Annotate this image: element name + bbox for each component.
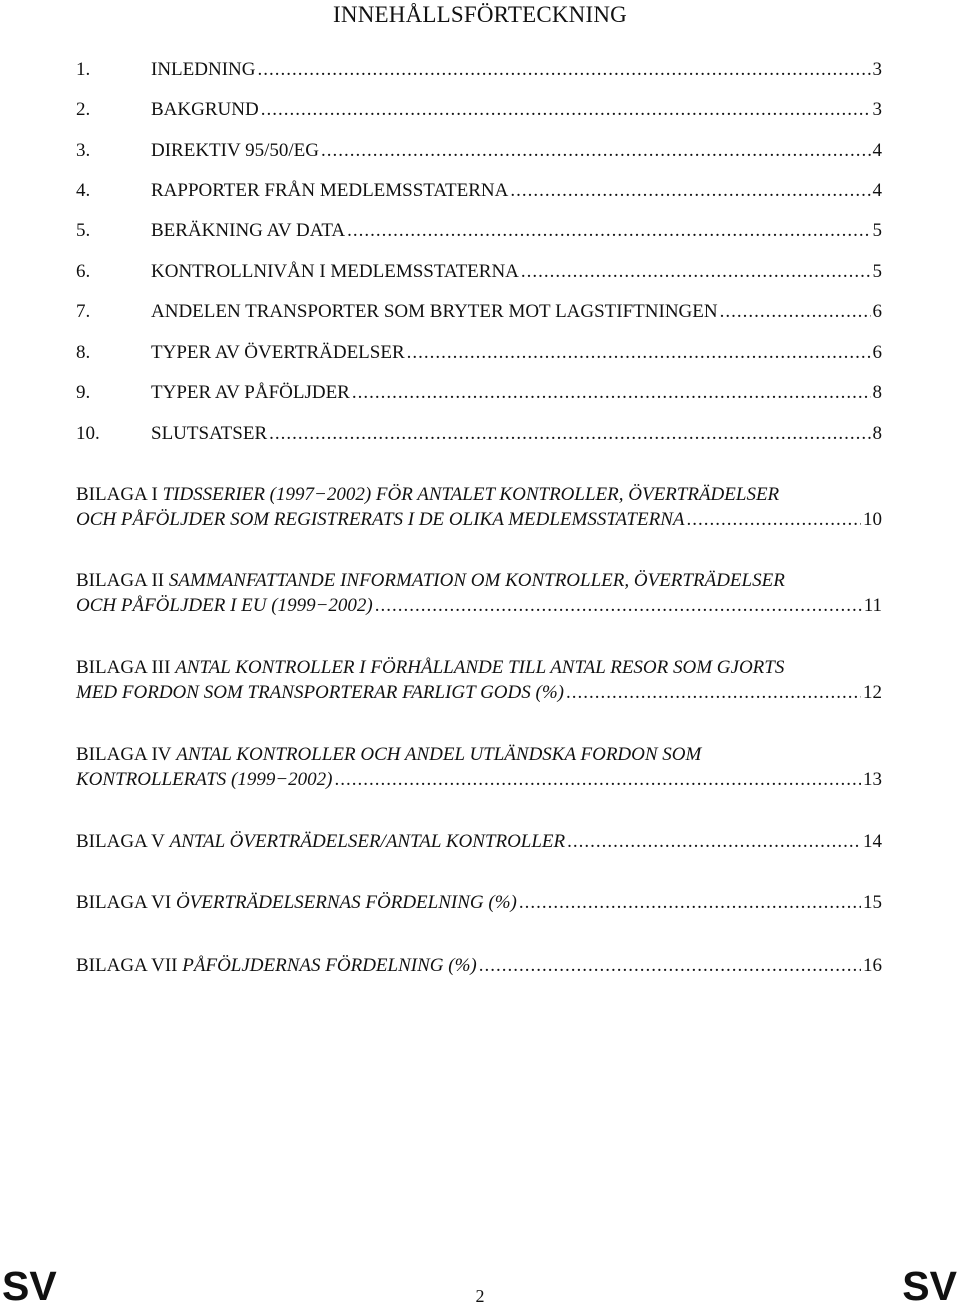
annex-label: BILAGA I: [76, 484, 158, 505]
annex-entry-line1[interactable]: [76, 742, 882, 768]
dot-leader: [519, 890, 861, 916]
dot-leader: [720, 299, 871, 325]
entry-number: 2.: [76, 99, 91, 120]
entry-page: 4: [872, 140, 882, 161]
toc-entry[interactable]: [76, 380, 882, 406]
annex-entry-line1[interactable]: [76, 568, 882, 594]
dot-leader: [347, 218, 870, 244]
entry-page: 5: [872, 220, 882, 241]
entry-title: BAKGRUND: [151, 99, 259, 120]
annex-entry[interactable]: [76, 890, 882, 916]
entry-number: 5.: [76, 220, 91, 241]
annex-entry-line1[interactable]: [76, 482, 882, 508]
annex-entry-line2[interactable]: [76, 680, 882, 706]
entry-page: 6: [872, 342, 882, 363]
dot-leader: [352, 380, 871, 406]
entry-page: 6: [872, 301, 882, 322]
annex-entry-line1[interactable]: [76, 655, 882, 681]
dot-leader: [269, 421, 870, 447]
dot-leader: [261, 97, 871, 123]
entry-page: 5: [872, 261, 882, 282]
annex-entry[interactable]: [76, 829, 882, 855]
annex-title: ÖVERTRÄDELSERNAS FÖRDELNING (%): [175, 892, 517, 913]
entry-page: 3: [872, 99, 882, 120]
annex-title-continued: OCH PÅFÖLJDER I EU (1999−2002): [76, 595, 373, 616]
entry-page: 15: [863, 892, 882, 913]
entry-page: 12: [863, 682, 882, 703]
toc-entry[interactable]: [76, 97, 882, 123]
annex-label: BILAGA VI: [76, 892, 172, 913]
entry-title: ANDELEN TRANSPORTER SOM BRYTER MOT LAGSTIFTNINGEN: [151, 301, 718, 322]
entry-number: 9.: [76, 382, 91, 403]
entry-page: 8: [872, 423, 882, 444]
entry-title: TYPER AV PÅFÖLJDER: [151, 382, 350, 403]
annex-title: ANTAL ÖVERTRÄDELSER/ANTAL KONTROLLER: [169, 831, 566, 852]
entry-number: 3.: [76, 140, 91, 161]
entry-number: 6.: [76, 261, 91, 282]
annex-label: BILAGA V: [76, 831, 165, 852]
entry-page: 10: [863, 509, 882, 530]
entry-title: KONTROLLNIVÅN I MEDLEMSSTATERNA: [151, 261, 519, 282]
dot-leader: [479, 953, 861, 979]
toc-entry[interactable]: [76, 178, 882, 204]
annex-label: BILAGA III: [76, 657, 171, 678]
language-code-right: SV: [902, 1263, 957, 1309]
entry-page: 11: [863, 595, 882, 616]
entry-title: BERÄKNING AV DATA: [151, 220, 346, 241]
dot-leader: [407, 340, 871, 366]
annex-title: ANTAL KONTROLLER OCH ANDEL UTLÄNDSKA FORDON SOM: [176, 744, 702, 765]
page-number: 2: [475, 1286, 485, 1306]
entry-page: 16: [863, 955, 882, 976]
page-title: INNEHÅLLSFÖRTECKNING: [333, 2, 627, 27]
entry-page: 8: [872, 382, 882, 403]
toc-entry[interactable]: [76, 218, 882, 244]
dot-leader: [510, 178, 870, 204]
annex-title-continued: KONTROLLERATS (1999−2002): [76, 769, 333, 790]
entry-title: TYPER AV ÖVERTRÄDELSER: [151, 342, 405, 363]
toc-entry[interactable]: [76, 340, 882, 366]
toc-entry[interactable]: [76, 299, 882, 325]
annex-title-continued: MED FORDON SOM TRANSPORTERAR FARLIGT GODS (%): [76, 682, 564, 703]
annex-label: BILAGA II: [76, 570, 165, 591]
annex-title: ANTAL KONTROLLER I FÖRHÅLLANDE TILL ANTAL RESOR SOM GJORTS: [175, 657, 785, 678]
entry-title: RAPPORTER FRÅN MEDLEMSSTATERNA: [151, 180, 509, 201]
entry-page: 4: [872, 180, 882, 201]
entry-page: 13: [863, 769, 882, 790]
entry-page: 3: [872, 59, 882, 80]
toc-entry[interactable]: [76, 138, 882, 164]
entry-page: 14: [863, 831, 882, 852]
dot-leader: [375, 593, 862, 619]
toc-entry[interactable]: [76, 259, 882, 285]
entry-number: 8.: [76, 342, 91, 363]
dot-leader: [566, 680, 861, 706]
toc-entry[interactable]: [76, 57, 882, 83]
entry-number: 1.: [76, 59, 91, 80]
dot-leader: [257, 57, 870, 83]
dot-leader: [321, 138, 871, 164]
entry-number: 4.: [76, 180, 91, 201]
dot-leader: [686, 507, 861, 533]
annex-label: BILAGA VII: [76, 955, 178, 976]
dot-leader: [335, 767, 862, 793]
annex-entry-line2[interactable]: [76, 593, 882, 619]
annex-label: BILAGA IV: [76, 744, 172, 765]
annex-title: PÅFÖLJDERNAS FÖRDELNING (%): [182, 955, 477, 976]
language-code-left: SV: [2, 1263, 57, 1309]
entry-title: SLUTSATSER: [151, 423, 268, 444]
annex-entry[interactable]: [76, 953, 882, 979]
toc-entry[interactable]: [76, 421, 882, 447]
entry-number: 10.: [76, 423, 100, 444]
dot-leader: [567, 829, 861, 855]
annex-entry-line2[interactable]: [76, 507, 882, 533]
entry-number: 7.: [76, 301, 91, 322]
annex-entry-line2[interactable]: [76, 767, 882, 793]
annex-title-continued: OCH PÅFÖLJDER SOM REGISTRERATS I DE OLIKA MEDLEMSSTATERNA: [76, 509, 685, 530]
annex-title: TIDSSERIER (1997−2002) FÖR ANTALET KONTROLLER, ÖVERTRÄDELSER: [162, 484, 780, 505]
dot-leader: [521, 259, 871, 285]
annex-title: SAMMANFATTANDE INFORMATION OM KONTROLLER, ÖVERTRÄDELSER: [168, 570, 785, 591]
entry-title: DIREKTIV 95/50/EG: [151, 140, 319, 161]
entry-title: INLEDNING: [151, 59, 256, 80]
